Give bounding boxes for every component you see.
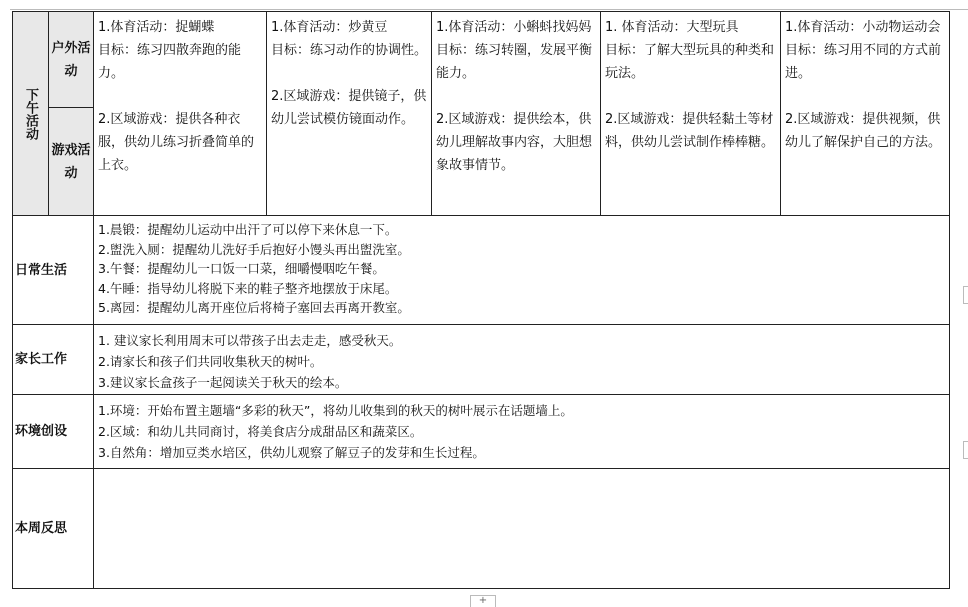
daily-life-item: 2.盥洗入厕：提醒幼儿洗好手后抱好小馒头再出盥洗室。 <box>98 241 410 257</box>
day-cell-2 <box>267 12 432 216</box>
afternoon-outdoor-row <box>13 12 950 108</box>
add-row-button[interactable]: + <box>470 595 496 607</box>
activity-title: 1.体育活动：小动物运动会 <box>785 20 941 35</box>
parent-work-item: 2.请家长和孩子们共同收集秋天的树叶。 <box>98 354 323 369</box>
activity-title: 1. 体育活动：大型玩具 <box>605 20 739 35</box>
daily-life-content <box>94 216 950 325</box>
daily-life-row <box>13 216 950 325</box>
daily-life-item: 1.晨锻：提醒幼儿运动中出汗了可以停下来休息一下。 <box>98 222 398 237</box>
activity-title: 1.体育活动：捉蝴蝶 <box>98 20 215 35</box>
parent-work-row <box>13 325 950 395</box>
right-margin-marker <box>963 286 968 304</box>
day-cell-5 <box>781 12 950 216</box>
daily-life-item: 4.午睡：指导幼儿将脱下来的鞋子整齐地摆放于床尾。 <box>98 280 398 296</box>
day-cell-3 <box>432 12 601 216</box>
reflection-content[interactable] <box>94 469 950 589</box>
area-game-text: 2.区域游戏：提供各种衣服，供幼儿练习折叠简单的上衣。 <box>98 112 255 173</box>
game-activity-label: 游戏活动 <box>49 108 94 216</box>
activity-goal: 目标：练习动作的协调性。 <box>271 43 428 58</box>
environment-item: 3.自然角：增加豆类水培区，供幼儿观察了解豆子的发芽和生长过程。 <box>98 445 485 460</box>
environment-item: 1.环境：开始布置主题墙“多彩的秋天”，将幼儿收集到的秋天的树叶展示在话题墙上。 <box>98 403 573 418</box>
environment-label: 环境创设 <box>13 395 94 469</box>
right-margin-marker <box>963 441 968 459</box>
activity-title: 1.体育活动：小蝌蚪找妈妈 <box>436 20 592 35</box>
parent-work-item: 3.建议家长盒孩子一起阅读关于秋天的绘本。 <box>98 375 348 390</box>
afternoon-label: 下午活动 <box>13 12 49 216</box>
activity-goal: 目标：了解大型玩具的种类和玩法。 <box>605 43 775 81</box>
parent-work-content <box>94 325 950 395</box>
area-game-text: 2.区域游戏：提供镜子，供幼儿尝试模仿镜面动作。 <box>271 89 427 127</box>
outdoor-activity-label: 户外活动 <box>49 12 94 108</box>
environment-item: 2.区域：和幼儿共同商讨，将美食店分成甜品区和蔬菜区。 <box>98 424 423 439</box>
area-game-text: 2.区域游戏：提供绘本，供幼儿理解故事内容，大胆想象故事情节。 <box>436 112 593 173</box>
daily-life-label: 日常生活 <box>13 216 94 325</box>
reflection-row <box>13 469 950 589</box>
area-game-text: 2.区域游戏：提供视频，供幼儿了解保护自己的方法。 <box>785 112 942 150</box>
daily-life-item: 5.离园：提醒幼儿离开座位后将椅子塞回去再离开教室。 <box>98 300 410 315</box>
daily-life-item: 3.午餐：提醒幼儿一口饭一口菜，细嚼慢咽吃午餐。 <box>98 261 385 276</box>
weekly-plan-table <box>12 11 950 589</box>
activity-title: 1.体育活动：炒黄豆 <box>271 20 388 35</box>
activity-goal: 目标：练习用不同的方式前进。 <box>785 43 942 81</box>
activity-goal: 目标：练习四散奔跑的能力。 <box>98 43 242 81</box>
environment-row <box>13 395 950 469</box>
environment-content <box>94 395 950 469</box>
area-game-text: 2.区域游戏：提供轻黏土等材料，供幼儿尝试制作棒棒糖。 <box>605 112 775 150</box>
day-cell-1 <box>94 12 267 216</box>
activity-goal: 目标：练习转圈，发展平衡能力。 <box>436 43 593 81</box>
parent-work-label: 家长工作 <box>13 325 94 395</box>
document-top-border <box>10 0 968 10</box>
reflection-label: 本周反思 <box>13 469 94 589</box>
parent-work-item: 1. 建议家长利用周末可以带孩子出去走走，感受秋天。 <box>98 333 402 348</box>
day-cell-4 <box>601 12 781 216</box>
